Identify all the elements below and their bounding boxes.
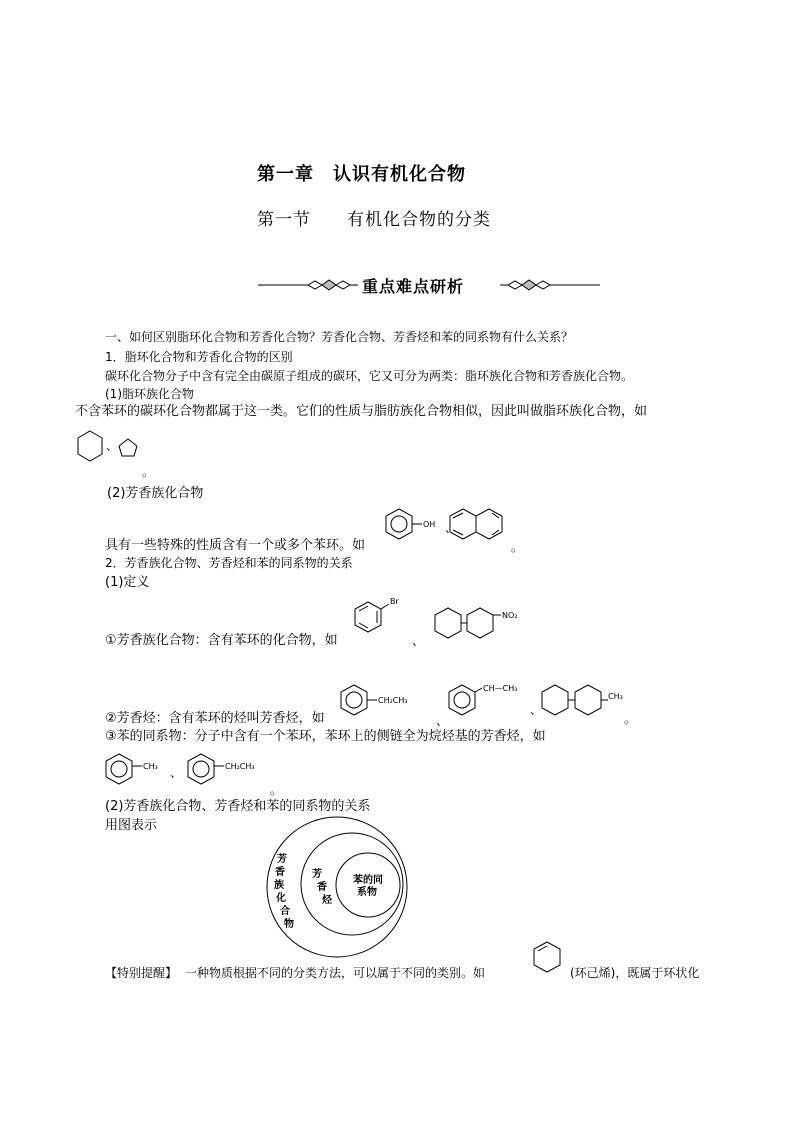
- banner-left-diamond-3: [336, 281, 350, 289]
- period: 。: [142, 465, 155, 479]
- period: 。: [270, 783, 283, 797]
- cyclopentane-ring: [119, 439, 137, 456]
- naphthalene-ring-2: [476, 509, 502, 539]
- venn-diagram: [265, 835, 415, 940]
- note-label: 【特别提醒】: [105, 966, 178, 980]
- oh-label: OH: [423, 520, 436, 529]
- aromatic-hydrocarbon-structures: [340, 683, 630, 723]
- period: 。: [624, 712, 637, 726]
- definition-3: ③苯的同系物：分子中含有一个苯环，苯环上的侧链全为烷烃基的芳香烃，如: [105, 729, 546, 744]
- banner-right-diamond-2: [522, 280, 536, 290]
- alicyclic-text: 不含苯环的碳环化合物都属于这一类。它们的性质与脂肪族化合物相似，因此叫做脂环族化合物，如: [75, 404, 648, 419]
- cyclohexane-ring: [78, 431, 102, 461]
- benzene-homolog-structures: [105, 752, 275, 788]
- venn-inner-label: 苯的同系物: [353, 875, 383, 898]
- comma-sep: 、: [106, 439, 119, 453]
- ch2ch3-label: CH₂CH₃: [378, 696, 408, 705]
- comma-sep: 、: [530, 703, 543, 717]
- venn-outer-label: 芳香族化合物: [274, 854, 294, 930]
- ethylbenzene-ring: [341, 685, 367, 715]
- definition-2: ②芳香烃：含有苯环的烃叫芳香烃，如: [105, 711, 325, 726]
- aromatic-compound-structures: [355, 598, 530, 643]
- cycloalkane-structures: [78, 431, 168, 465]
- outer-circle: [267, 817, 407, 957]
- period: 。: [511, 540, 524, 554]
- methylbiphenyl-ring-2: [575, 685, 601, 715]
- note-text-1: 一种物质根据不同的分类方法，可以属于不同的类别。如: [185, 966, 486, 980]
- question-heading: 一、如何区别脂环化合物和芳香化合物？芳香化合物、芳香烃和苯的同系物有什么关系？: [105, 330, 574, 344]
- banner-title: 重点难点研析: [362, 277, 465, 296]
- comma-sep: 、: [436, 714, 449, 728]
- br-label: Br: [390, 597, 399, 606]
- relationship-heading: (2)芳香族化合物、芳香烃和苯的同系物的关系: [105, 799, 371, 814]
- ethylbenzene-ring-2: [188, 754, 214, 784]
- phenol-ring-circle: [391, 516, 407, 532]
- comma-sep: 、: [170, 766, 183, 780]
- banner-right-diamond-3: [536, 281, 550, 289]
- toluene-ring: [106, 754, 132, 784]
- subheading-aromatic: (2)芳香族化合物: [107, 486, 204, 501]
- ch-ch3-label: CH—CH₃: [483, 684, 518, 693]
- biphenyl-ring-1: [435, 608, 461, 638]
- definition-heading: (1)定义: [105, 575, 150, 590]
- phenol-ring: [386, 509, 412, 539]
- banner-left-diamond-2: [322, 280, 336, 290]
- aromatic-text: 具有一些特殊的性质含有一个或多个苯环。如: [105, 538, 366, 553]
- phenyl-ring-2: [449, 685, 475, 715]
- relationship-sub: 用图表示: [105, 818, 158, 833]
- no2-label: NO₂: [502, 611, 518, 620]
- banner-left-diamond-1: [308, 281, 322, 289]
- banner-right-diamond-1: [508, 281, 522, 289]
- ch2ch3-label: CH₂CH₃: [225, 762, 255, 771]
- definition-1: ①芳香族化合物：含有苯环的化合物，如: [105, 633, 338, 648]
- ch3-label: CH₃: [608, 692, 623, 701]
- comma-sep: 、: [445, 521, 458, 535]
- comma-sep: 、: [412, 634, 425, 648]
- paragraph-heading-2: 2．芳香族化合物、芳香烃和苯的同系物的关系: [105, 556, 353, 570]
- paragraph-heading-1: 1．脂环化合物和芳香化合物的区别: [105, 350, 293, 364]
- section-title: 第一节 有机化合物的分类: [257, 210, 491, 230]
- paragraph-text-1: 碳环化合物分子中含有完全由碳原子组成的碳环，它又可分为两类：脂环族化合物和芳香族化合物。: [105, 369, 634, 383]
- methylbiphenyl-ring-1: [542, 685, 568, 715]
- ch3-label: CH₃: [143, 762, 158, 771]
- cyclohexene-structure: [534, 940, 562, 974]
- biphenyl-ring-2: [467, 608, 493, 638]
- note-text-2: (环己烯)，既属于环状化: [570, 966, 700, 980]
- chapter-title: 第一章 认识有机化合物: [257, 164, 466, 185]
- venn-middle-label: 芳香烃: [312, 869, 332, 906]
- subheading-alicyclic: (1)脂环族化合物: [105, 387, 194, 401]
